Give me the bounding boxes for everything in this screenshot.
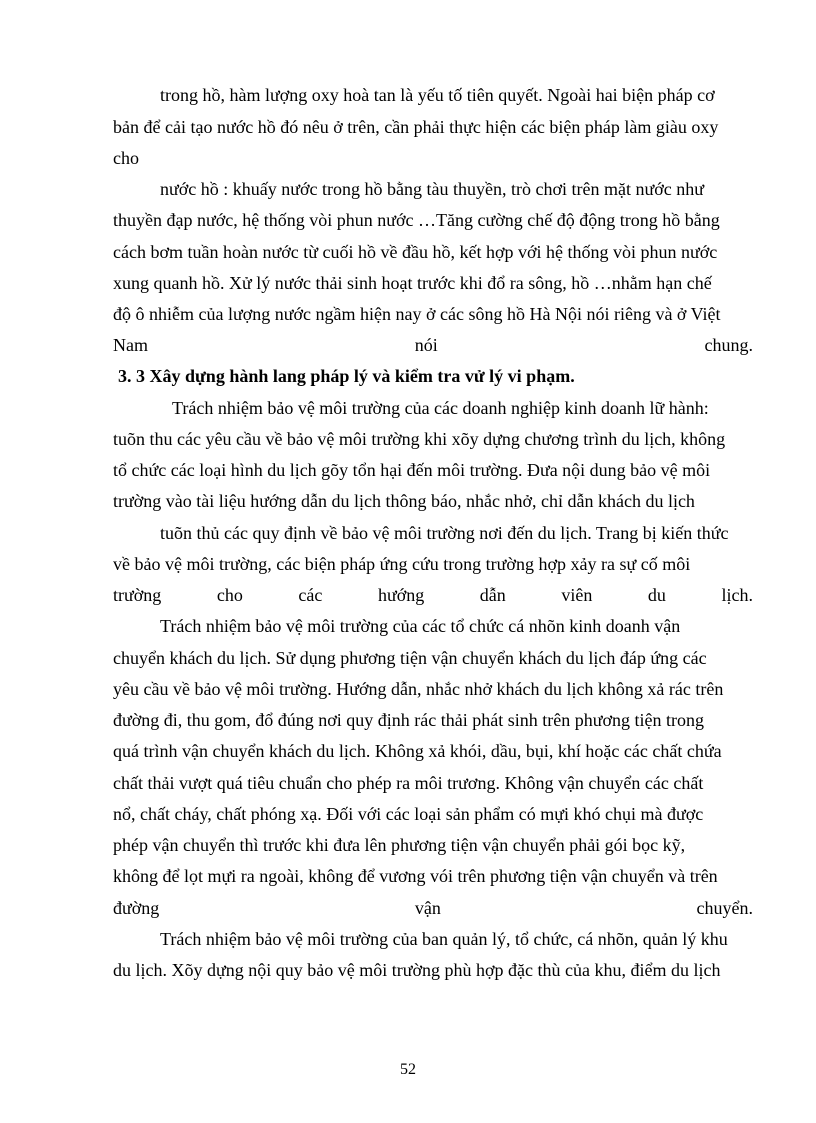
word: các	[298, 585, 323, 605]
text-line: Trách nhiệm bảo vệ môi trường của ban quản lý, tổ chức, cá nhõn, quản lý khu	[160, 929, 728, 949]
text-line: không để lọt mựi ra ngoài, không để vương vói trên phương tiện vận chuyển và trên	[113, 866, 718, 886]
text-line: phép vận chuyển thì trước khi đưa lên phương tiện vận chuyển phải gói bọc kỹ,	[113, 835, 686, 855]
word: Nam	[113, 335, 148, 355]
text-line: chuyển khách du lịch. Sử dụng phương tiện vận chuyển khách du lịch đáp ứng các	[113, 648, 707, 668]
text-line: độ ô nhiễm của lượng nước ngầm hiện nay ở các sông hồ Hà Nội nói riêng và ở Việt	[113, 304, 721, 324]
text-line: trường vào tài liệu hướng dẫn du lịch thông báo, nhắc nhở, chỉ dẫn khách du lịch	[113, 491, 695, 511]
text-line: tuõn thủ các quy định về bảo vệ môi trường nơi đến du lịch. Trang bị kiến thức	[160, 523, 729, 543]
word: trường	[113, 585, 162, 605]
word: lịch.	[721, 585, 753, 605]
word: du	[647, 585, 666, 605]
text-line: trong hồ, hàm lượng oxy hoà tan là yếu tố tiên quyết. Ngoài hai biện pháp cơ	[160, 85, 715, 105]
text-line: tổ chức các loại hình du lịch gõy tổn hại đến môi trường. Đưa nội dung bảo vệ môi	[113, 460, 711, 480]
text-line: về bảo vệ môi trường, các biện pháp ứng cứu trong trường hợp xảy ra sự cố môi	[113, 554, 691, 574]
text-line: tuõn thu các yêu cầu về bảo vệ môi trường khi xõy dựng chương trình du lịch, không	[113, 429, 726, 449]
word: đường	[113, 898, 160, 918]
text-line: cách bơm tuần hoàn nước từ cuối hồ về đầu hồ, kết hợp với hệ thống vòi phun nước	[113, 242, 718, 262]
text-line: du lịch. Xõy dựng nội quy bảo vệ môi trường phù hợp đặc thù của khu, điểm du lịch	[113, 960, 721, 980]
word: chung.	[704, 335, 753, 355]
word: chuyển.	[696, 898, 753, 918]
text-line: đường đi, thu gom, đổ đúng nơi quy định rác thải phát sinh trên phương tiện trong	[113, 710, 705, 730]
text-line: Trách nhiệm bảo vệ môi trường của các doanh nghiệp kinh doanh lữ hành:	[172, 398, 709, 418]
text-line: nước hồ : khuấy nước trong hồ bằng tàu thuyền, trò chơi trên mặt nước như	[160, 179, 704, 199]
text-line: chất thải vượt quá tiêu chuẩn cho phép ra môi trương. Không vận chuyển các chất	[113, 773, 704, 793]
word: nói	[414, 335, 438, 355]
word: vận	[414, 898, 441, 918]
text-line: thuyền đạp nước, hệ thống vòi phun nước …Tăng cường chế độ động trong hồ bằng	[113, 210, 720, 230]
justified-line	[113, 330, 753, 361]
text-line: yêu cầu về bảo vệ môi trường. Hướng dẫn, nhắc nhở khách du lịch không xả rác trên	[113, 679, 724, 699]
justified-line	[113, 893, 753, 924]
page-number: 52	[400, 1061, 416, 1078]
text-line: bản để cải tạo nước hồ đó nêu ở trên, cần phải thực hiện các biện pháp làm giàu oxy	[113, 117, 719, 137]
text-line: cho	[113, 148, 139, 168]
text-line: quá trình vận chuyển khách du lịch. Không xả khói, dầu, bụi, khí hoặc các chất chứa	[113, 741, 722, 761]
justified-line	[113, 580, 753, 611]
word: cho	[216, 585, 243, 605]
text-line: xung quanh hồ. Xử lý nước thải sinh hoạt trước khi đổ ra sông, hồ …nhằm hạn chế	[113, 273, 712, 293]
word: hướng	[377, 585, 425, 605]
text-line: nổ, chất cháy, chất phóng xạ. Đối với các loại sản phẩm có mựi khó chụi mà được	[113, 804, 704, 824]
word: dẫn	[479, 585, 506, 605]
word: viên	[561, 585, 593, 605]
text-line: Trách nhiệm bảo vệ môi trường của các tổ chức cá nhõn kinh doanh vận	[160, 616, 681, 636]
section-heading: 3. 3 Xây dựng hành lang pháp lý và kiểm tra vử lý vi phạm.	[118, 366, 575, 386]
